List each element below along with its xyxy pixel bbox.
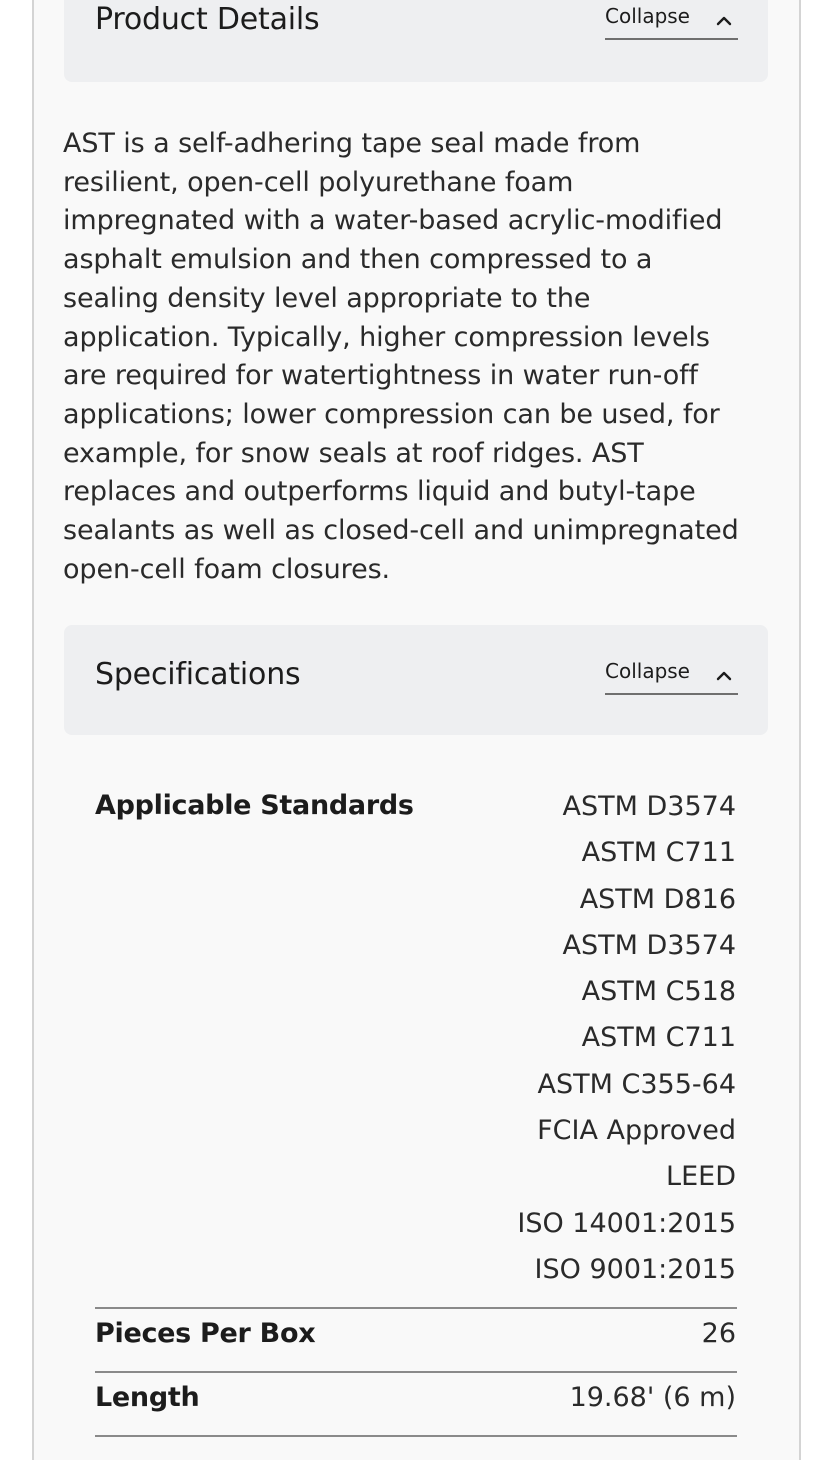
chevron-up-icon	[716, 669, 732, 681]
product-details-collapse-button[interactable]	[605, 4, 738, 40]
specifications-title: Specifications	[95, 657, 301, 692]
length-value: 19.68' (6 m)	[569, 1382, 736, 1413]
standard-item: ASTM D3574	[562, 929, 736, 961]
standard-item: ISO 9001:2015	[534, 1253, 736, 1285]
product-description: AST is a self-adhering tape seal made from resilient, open-cell polyurethane foam impregnated with a water-based acrylic-modified asphalt emulsion and then compressed to a sealing density level appropriate to the application. Typically, higher compression levels are required for watertightness in water run-off applications; lower compression can be used, for example, for snow seals at roof ridges. AST replaces and outperforms liquid and butyl-tape sealants as well as closed-cell and unimpregnated open-cell foam closures.	[63, 128, 739, 585]
spec-row-divider	[95, 1435, 737, 1437]
standard-item: LEED	[666, 1161, 736, 1193]
chevron-up-icon	[716, 14, 732, 26]
pieces-per-box-value: 26	[701, 1318, 736, 1349]
standard-item: ASTM C711	[581, 1022, 736, 1054]
applicable-standards-list	[517, 784, 736, 1293]
length-label: Length	[95, 1382, 200, 1413]
spec-row-divider	[95, 1371, 737, 1373]
standard-item: ASTM C518	[581, 976, 736, 1008]
specifications-collapse-button[interactable]	[605, 659, 738, 695]
standard-item: ASTM D3574	[562, 791, 736, 822]
applicable-standards-label: Applicable Standards	[95, 790, 414, 821]
standard-item: ASTM C355-64	[537, 1068, 736, 1100]
specifications-header[interactable]	[64, 625, 768, 735]
pieces-per-box-label: Pieces Per Box	[95, 1318, 316, 1349]
collapse-label: Collapse	[605, 4, 690, 28]
product-details-title: Product Details	[95, 2, 320, 37]
spec-row-divider	[95, 1307, 737, 1309]
standard-item: ASTM C711	[581, 837, 736, 869]
standard-item: FCIA Approved	[537, 1115, 736, 1147]
product-details-header[interactable]	[64, 0, 768, 82]
standard-item: ISO 14001:2015	[517, 1207, 736, 1239]
collapse-label: Collapse	[605, 659, 690, 683]
standard-item: ASTM D816	[579, 883, 736, 915]
